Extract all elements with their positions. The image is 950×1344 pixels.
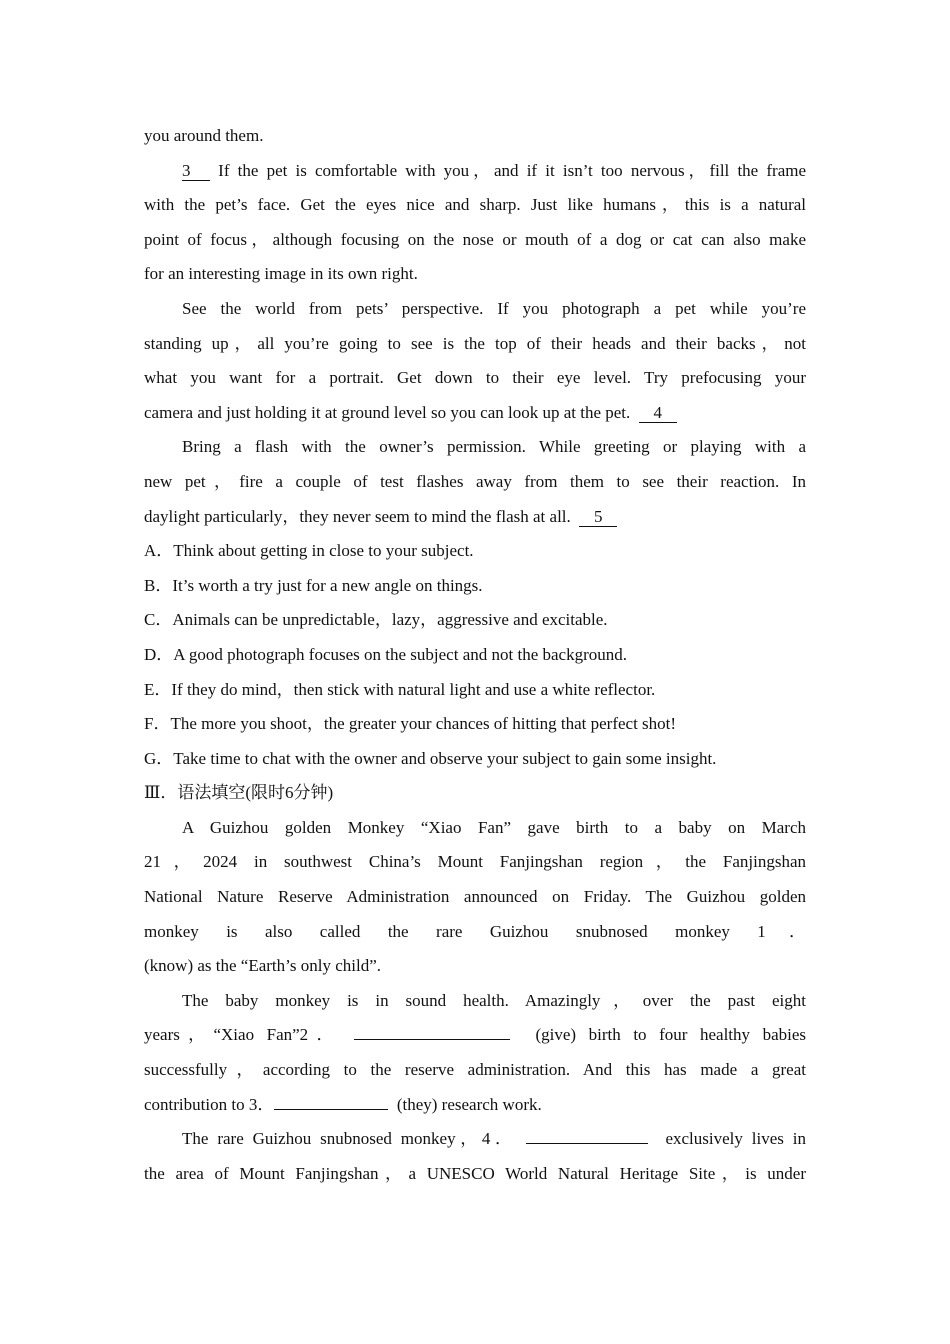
text-line: A Guizhou golden Monkey “Xiao Fan” gave birth to a baby on March <box>182 817 806 837</box>
text-line: standing up，all you’re going to see is the top of their heads and their backs，not <box>144 333 806 353</box>
text-line: 21，2024 in southwest China’s Mount Fanjingshan region，the Fanjingshan <box>144 852 806 872</box>
options-list <box>144 534 806 776</box>
text-line: (give) birth to four healthy babies <box>535 1025 807 1045</box>
text-line: successfully，according to the reserve administration. And this has made a great <box>144 1060 806 1080</box>
grammar-blank-2[interactable] <box>354 1025 510 1040</box>
text-line: exclusively lives in <box>665 1129 807 1149</box>
grammar-paragraph-2 <box>144 984 806 1122</box>
text-line: The baby monkey is in sound health. Amazingly，over the past eight <box>182 990 806 1010</box>
answer-blank-3[interactable]: 3 <box>182 162 210 181</box>
text-line: Bring a flash with the owner’s permission. While greeting or playing with a <box>182 437 806 457</box>
text-line: National Nature Reserve Administration announced on Friday. The Guizhou golden <box>144 887 806 907</box>
text-line: point of focus，although focusing on the nose or mouth of a dog or cat can also make <box>144 229 806 249</box>
text-line: See the world from pets’ perspective. If you photograph a pet while you’re <box>182 298 806 318</box>
option-d: D．A good photograph focuses on the subject and not the background. <box>144 644 627 664</box>
text-line: (know) as the “Earth’s only child”. <box>144 956 381 976</box>
text-line: contribution to 3． <box>144 1094 275 1114</box>
option-f: F．The more you shoot，the greater your chances of hitting that perfect shot! <box>144 714 677 734</box>
text-line: daylight particularly，they never seem to mind the flash at all. <box>144 506 571 526</box>
answer-blank-5[interactable]: 5 <box>579 508 617 527</box>
option-e: E．If they do mind，then stick with natural light and use a white reflector. <box>144 679 656 699</box>
section-heading: Ⅲ．语法填空(限时6分钟) <box>144 783 334 803</box>
text-line: camera and just holding it at ground level so you can look up at the pet. <box>144 402 631 422</box>
grammar-blank-4[interactable] <box>526 1129 648 1144</box>
text-line: years，“Xiao Fan”2． <box>144 1025 342 1045</box>
option-c: C．Animals can be unpredictable，lazy，aggressive and excitable. <box>144 610 608 630</box>
document-page <box>144 119 806 1191</box>
text-line: If the pet is comfortable with you，and if it isn’t too nervous，fill the frame <box>218 160 807 180</box>
text-line: with the pet’s face. Get the eyes nice and sharp. Just like humans，this is a natural <box>144 195 806 215</box>
grammar-paragraph-3 <box>144 1122 806 1191</box>
paragraph-5 <box>144 430 806 534</box>
text-line: The rare Guizhou snubnosed monkey，4． <box>182 1129 517 1149</box>
text-line: new pet，fire a couple of test flashes away from them to see their reaction. In <box>144 471 806 491</box>
text-line: what you want for a portrait. Get down to their eye level. Try prefocusing your <box>144 368 806 388</box>
paragraph-3 <box>144 154 806 292</box>
text-line: the area of Mount Fanjingshan，a UNESCO World Natural Heritage Site，is under <box>144 1163 806 1183</box>
text-line: for an interesting image in its own right. <box>144 264 418 284</box>
text-line: monkey is also called the rare Guizhou snubnosed monkey 1． <box>144 921 806 941</box>
option-b: B．It’s worth a try just for a new angle on things. <box>144 575 483 595</box>
text-line: (they) research work. <box>396 1094 542 1114</box>
option-a: A．Think about getting in close to your subject. <box>144 541 474 561</box>
grammar-paragraph-1 <box>144 811 806 984</box>
paragraph-4 <box>144 292 806 430</box>
grammar-blank-3[interactable] <box>274 1095 388 1110</box>
text-line: you around them. <box>144 126 264 145</box>
answer-blank-4[interactable]: 4 <box>639 404 677 423</box>
option-g: G．Take time to chat with the owner and observe your subject to gain some insight. <box>144 748 717 768</box>
